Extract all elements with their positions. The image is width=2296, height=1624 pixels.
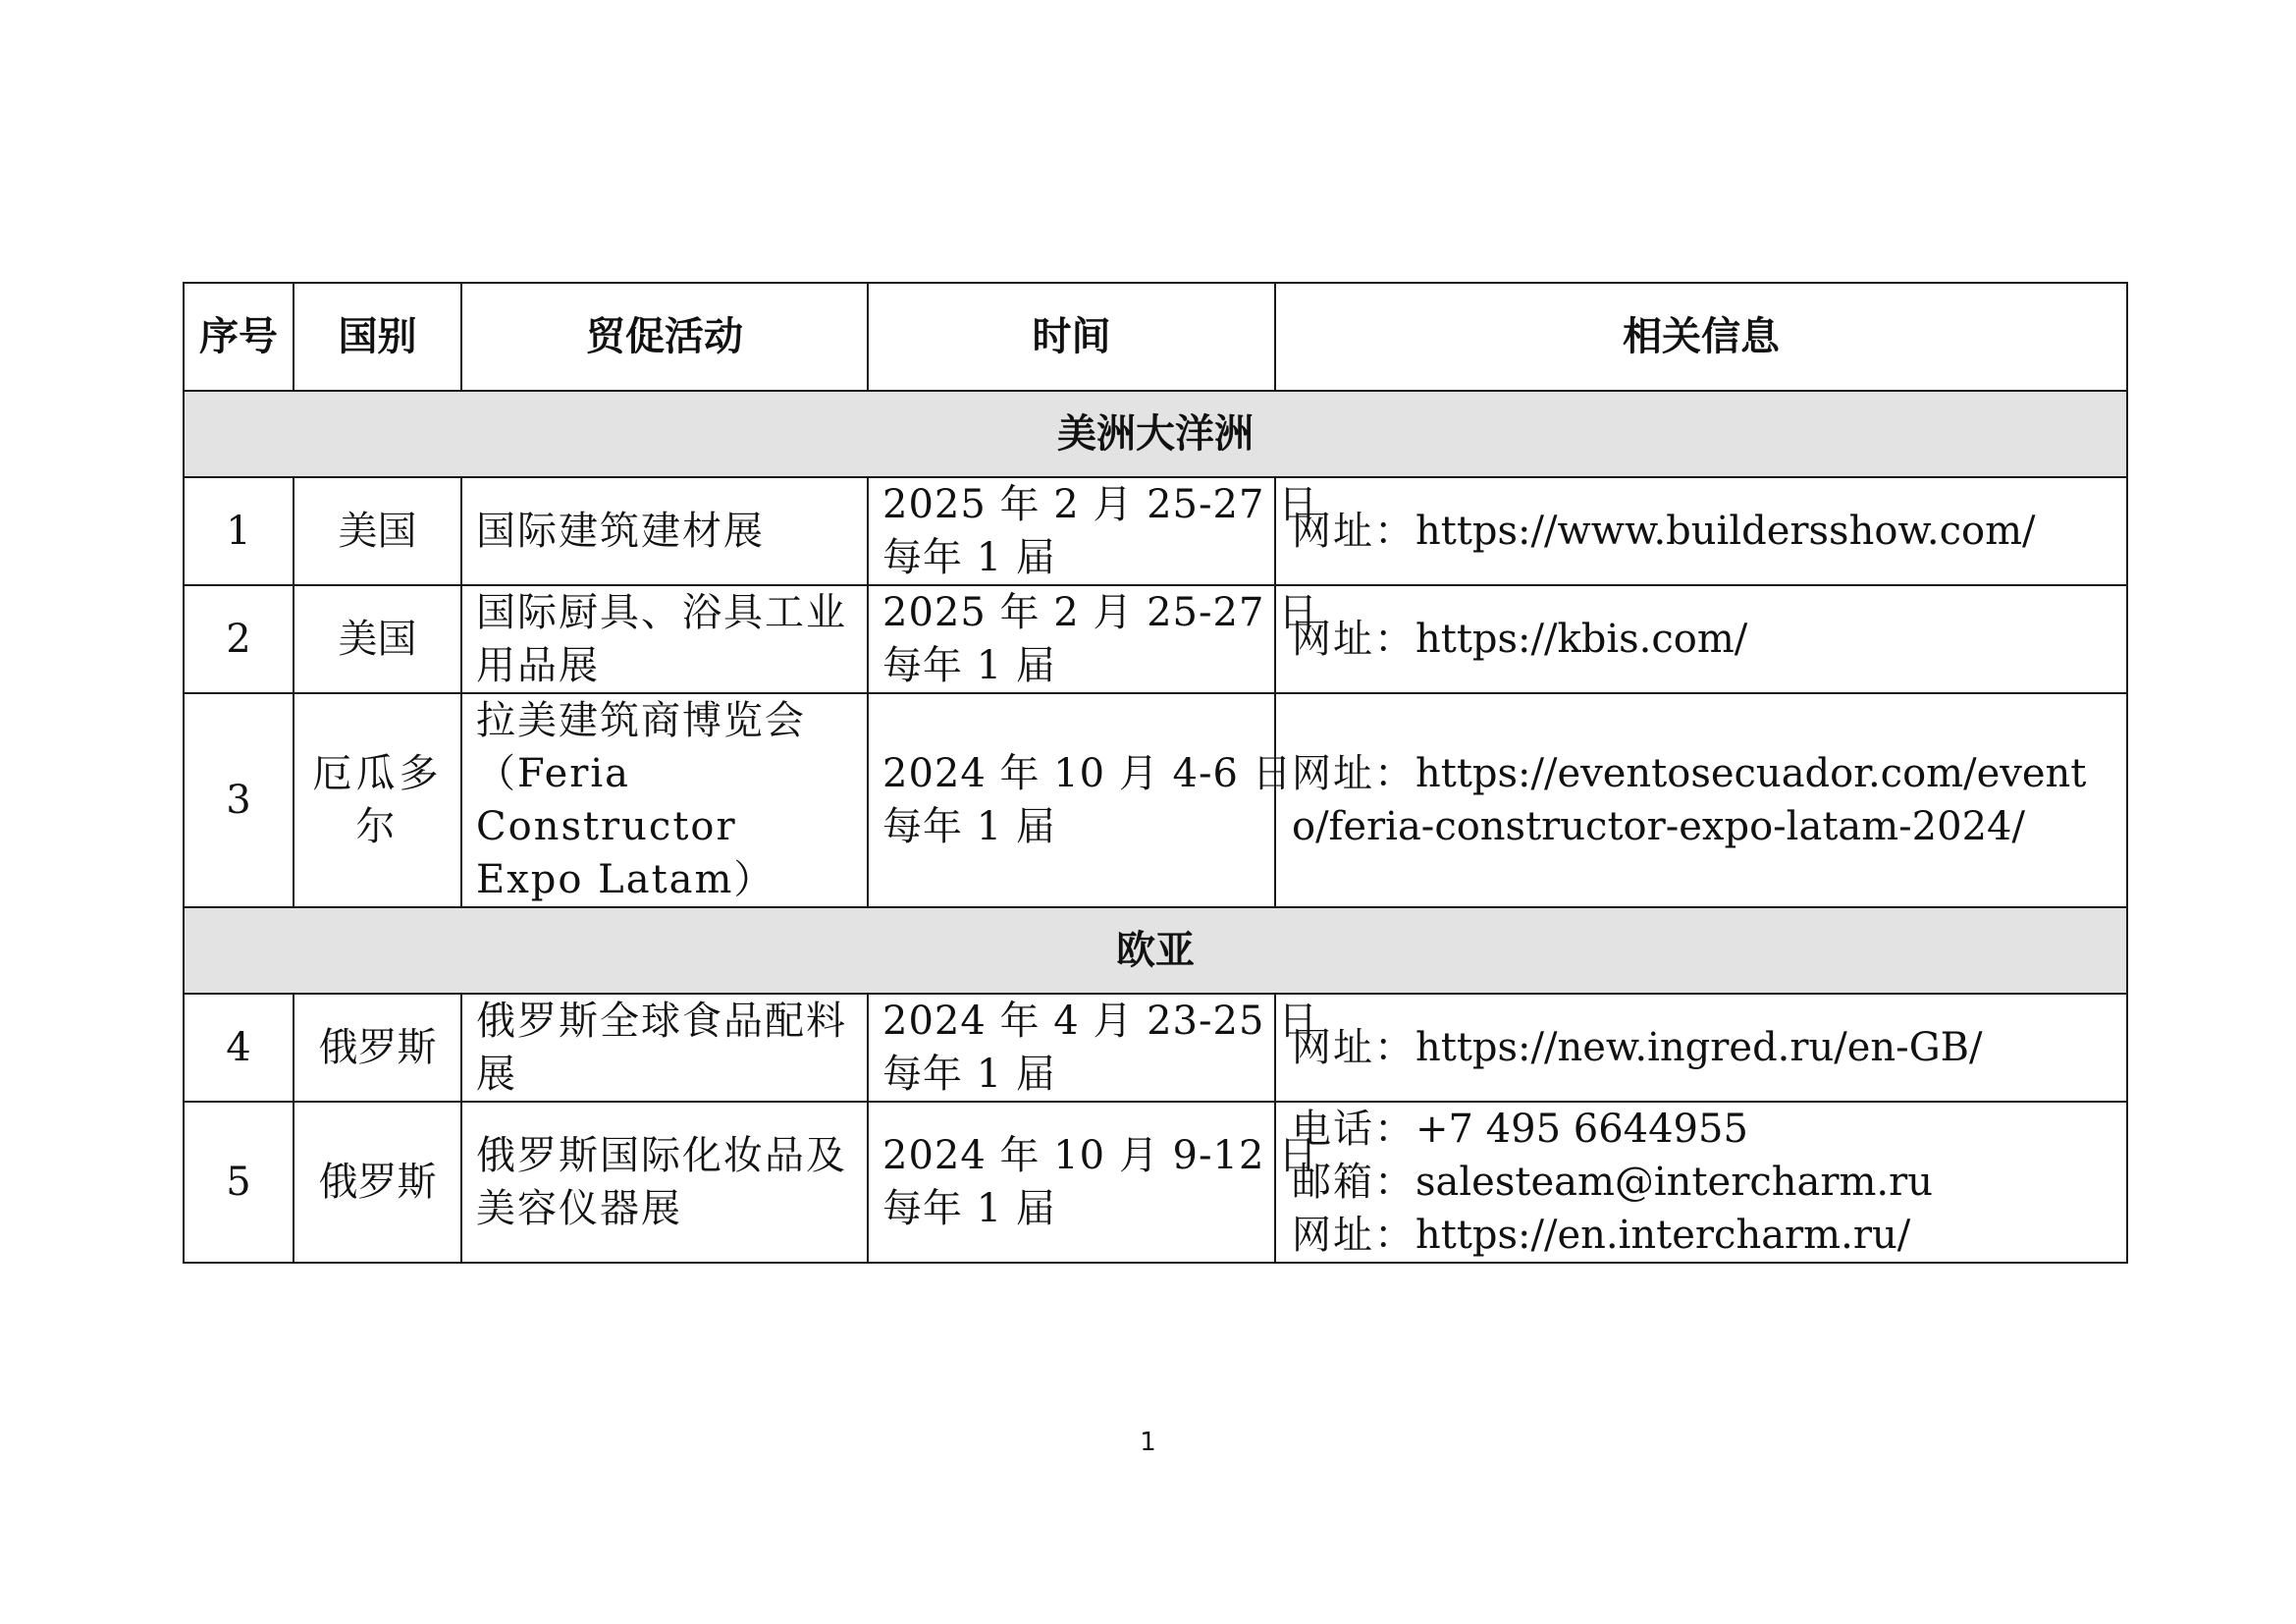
event-line: 俄罗斯国际化妆品及 xyxy=(476,1133,847,1178)
website-link[interactable]: https://www.buildersshow.com/ xyxy=(1415,509,2036,554)
info-website xyxy=(1292,613,2118,666)
table-row xyxy=(184,693,2127,907)
row-country: 美国 xyxy=(294,585,461,693)
header-event: 贸促活动 xyxy=(461,283,868,391)
row-seq: 4 xyxy=(184,994,294,1102)
event-line: 国际建筑建材展 xyxy=(476,509,765,554)
table-row xyxy=(184,477,2127,585)
website-link[interactable]: https://kbis.com/ xyxy=(1415,617,1748,662)
event-line: 用品展 xyxy=(476,643,600,688)
event-date: 2025 年 2 月 25-27 日 xyxy=(882,482,1319,527)
row-event xyxy=(461,477,868,585)
info-phone xyxy=(1292,1103,2118,1156)
event-frequency: 每年 1 届 xyxy=(882,1052,1056,1097)
info-website xyxy=(1292,505,2118,558)
email-link[interactable]: salesteam@intercharm.ru xyxy=(1415,1160,1933,1205)
row-country: 俄罗斯 xyxy=(294,1102,461,1263)
event-line: （Feria Constructor xyxy=(476,751,737,849)
info-website xyxy=(1292,1209,2118,1262)
event-line: 美容仪器展 xyxy=(476,1186,682,1231)
event-frequency: 每年 1 届 xyxy=(882,804,1056,849)
info-website xyxy=(1292,1021,2118,1074)
region-label: 欧亚 xyxy=(184,907,2127,994)
event-date: 2024 年 10 月 4-6 日 xyxy=(882,751,1293,796)
header-time: 时间 xyxy=(868,283,1275,391)
row-seq: 3 xyxy=(184,693,294,907)
row-time xyxy=(868,1102,1319,1263)
event-line: Expo Latam） xyxy=(476,857,775,902)
website-link[interactable]: https://eventosecuador.com/evento/feria-constructor-expo-latam-2024/ xyxy=(1292,751,2087,849)
info-label: 网址： xyxy=(1292,617,1415,662)
row-country: 美国 xyxy=(294,477,461,585)
row-info xyxy=(1275,994,2127,1102)
header-seq-label: 序号 xyxy=(199,314,278,359)
row-time xyxy=(868,994,1319,1102)
row-time xyxy=(868,585,1319,693)
row-country: 俄罗斯 xyxy=(294,994,461,1102)
trade-promotion-table xyxy=(183,282,2128,1264)
info-label: 电话： xyxy=(1292,1107,1415,1152)
row-event xyxy=(461,585,868,693)
info-label: 网址： xyxy=(1292,751,1415,796)
info-label: 网址： xyxy=(1292,509,1415,554)
row-event xyxy=(461,994,868,1102)
row-event xyxy=(461,1102,868,1263)
table-row xyxy=(184,585,2127,693)
page-number: 1 xyxy=(1140,1428,1156,1457)
row-time xyxy=(868,477,1319,585)
header-info: 相关信息 xyxy=(1275,283,2127,391)
website-link[interactable]: https://en.intercharm.ru/ xyxy=(1415,1213,1911,1258)
table-row xyxy=(184,994,2127,1102)
info-website xyxy=(1292,747,2118,853)
event-date: 2025 年 2 月 25-27 日 xyxy=(882,590,1319,635)
event-date: 2024 年 4 月 23-25 日 xyxy=(882,999,1319,1044)
region-label: 美洲大洋洲 xyxy=(184,391,2127,477)
row-info xyxy=(1275,477,2127,585)
table-header-row xyxy=(184,283,2127,391)
row-event xyxy=(461,693,868,907)
info-label: 网址： xyxy=(1292,1213,1415,1258)
header-seq xyxy=(184,283,294,391)
region-row xyxy=(184,907,2127,994)
row-info xyxy=(1275,1102,2127,1263)
info-email xyxy=(1292,1156,2118,1209)
row-seq: 5 xyxy=(184,1102,294,1263)
event-line: 拉美建筑商博览会 xyxy=(476,698,806,743)
info-label: 网址： xyxy=(1292,1025,1415,1070)
event-line: 俄罗斯全球食品配料 xyxy=(476,999,847,1044)
phone-value: +7 495 6644955 xyxy=(1415,1107,1748,1152)
row-time xyxy=(868,693,1293,907)
region-row xyxy=(184,391,2127,477)
row-info xyxy=(1275,693,2127,907)
event-date: 2024 年 10 月 9-12 日 xyxy=(882,1133,1319,1178)
header-country: 国别 xyxy=(294,283,461,391)
info-label: 邮箱： xyxy=(1292,1160,1415,1205)
row-country: 厄瓜多尔 xyxy=(294,693,461,907)
event-frequency: 每年 1 届 xyxy=(882,1186,1056,1231)
event-frequency: 每年 1 届 xyxy=(882,643,1056,688)
table-row xyxy=(184,1102,2127,1263)
row-info xyxy=(1275,585,2127,693)
event-frequency: 每年 1 届 xyxy=(882,535,1056,580)
event-line: 国际厨具、浴具工业 xyxy=(476,590,847,635)
row-seq: 2 xyxy=(184,585,294,693)
row-seq: 1 xyxy=(184,477,294,585)
website-link[interactable]: https://new.ingred.ru/en-GB/ xyxy=(1415,1025,1983,1070)
event-line: 展 xyxy=(476,1052,517,1097)
